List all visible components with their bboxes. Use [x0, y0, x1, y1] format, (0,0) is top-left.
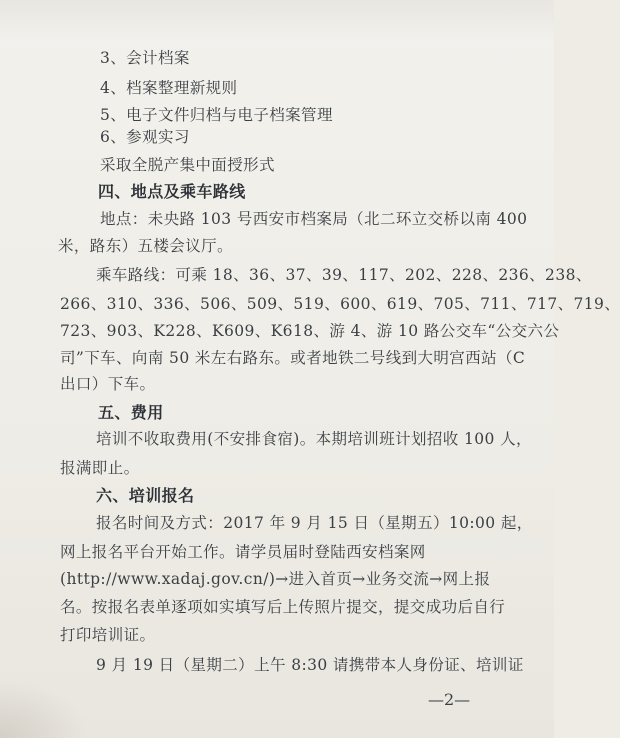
item-accounting-archives: 3、会计档案: [100, 49, 190, 67]
registration-line-3: (http://www.xadaj.gov.cn/)→进入首页→业务交流→网上报: [60, 570, 491, 588]
fees-line-1: 培训不收取费用(不安排食宿)。本期培训班计划招收 100 人，: [96, 430, 532, 448]
route-line-4: 司”下车、向南 50 米左右路东。或者地铁二号线到大明宫西站（C: [60, 349, 526, 367]
fees-line-2: 报满即止。: [60, 459, 140, 477]
item-visit-practice: 6、参观实习: [100, 128, 190, 146]
location-line-2: 米，路东）五楼会议厅。: [58, 237, 233, 255]
registration-line-6: 9 月 19 日（星期二）上午 8:30 请携带本人身份证、培训证: [96, 656, 524, 674]
route-line-2: 266、310、336、506、509、519、600、619、705、711、717、719、: [60, 295, 620, 313]
route-line-5: 出口）下车。: [60, 375, 156, 393]
registration-line-1: 报名时间及方式：2017 年 9 月 15 日（星期五）10:00 起，: [96, 514, 533, 532]
training-format-text: 采取全脱产集中面授形式: [100, 156, 275, 174]
route-line-3: 723、903、K228、K609、K618、游 4、游 10 路公交车“公交六公: [60, 322, 560, 340]
location-line-1: 地点：未央路 103 号西安市档案局（北二环立交桥以南 400: [100, 210, 528, 228]
section-heading-fees: 五、费用: [98, 403, 164, 422]
route-line-1: 乘车路线：可乘 18、36、37、39、117、202、228、236、238、: [96, 266, 592, 284]
item-archive-rules: 4、档案整理新规则: [100, 79, 238, 97]
registration-line-2: 网上报名平台开始工作。请学员届时登陆西安档案网: [60, 543, 426, 561]
paper-shadow: [0, 678, 90, 738]
registration-line-5: 打印培训证。: [60, 626, 156, 644]
registration-line-4: 名。按报名表单逐项如实填写后上传照片提交，提交成功后自行: [60, 598, 506, 616]
top-shade: [0, 0, 554, 40]
page-number: —2—: [428, 690, 471, 709]
section-heading-registration: 六、培训报名: [96, 486, 195, 505]
section-heading-location: 四、地点及乘车路线: [98, 182, 246, 201]
item-electronic-archives: 5、电子文件归档与电子档案管理: [100, 106, 333, 124]
